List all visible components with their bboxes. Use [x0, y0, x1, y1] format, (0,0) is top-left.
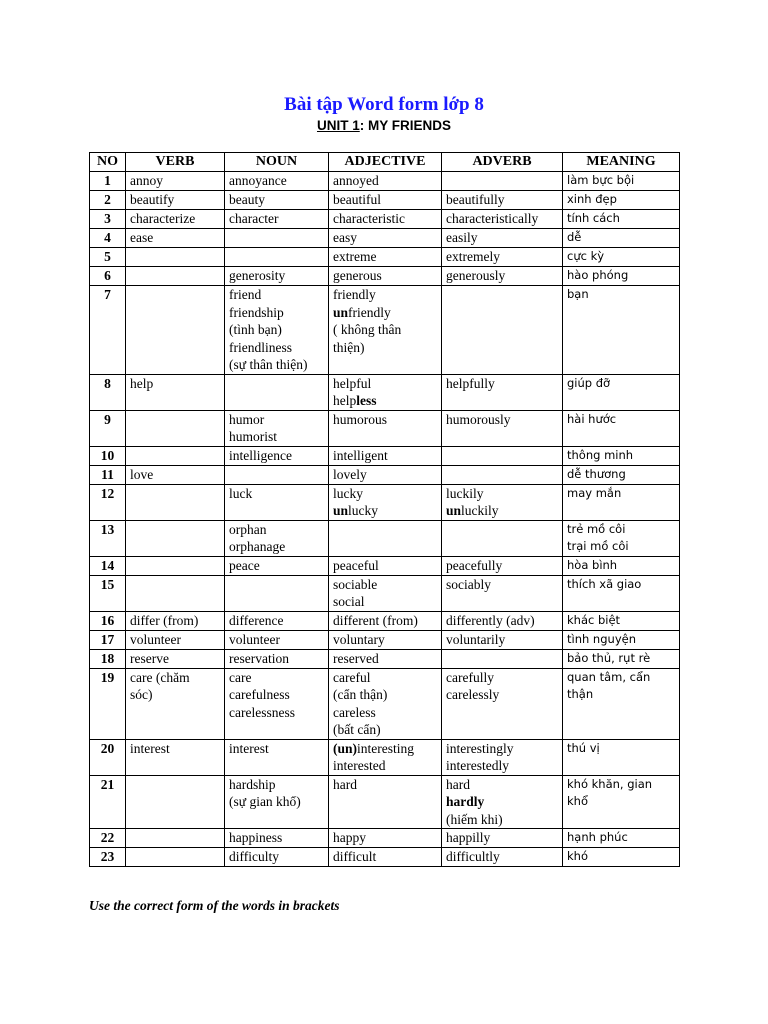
cell-line: unlucky: [333, 503, 379, 518]
meaning-cell: [563, 556, 680, 575]
verb-cell: [126, 484, 225, 520]
table-row: [90, 739, 680, 775]
meaning-cell: [563, 446, 680, 465]
cell-line: difficultly: [446, 849, 500, 864]
meaning-cell: [563, 172, 680, 191]
verb-cell: [126, 520, 225, 556]
table-row: [90, 484, 680, 520]
cell-line: carefully: [446, 669, 494, 685]
cell-line: bảo thủ, rụt rè: [567, 650, 651, 665]
word-form-table: [89, 152, 680, 867]
cell-line: difficulty: [229, 849, 279, 864]
cell-line: thông minh: [567, 447, 634, 462]
cell-line: thú vị: [567, 740, 600, 755]
meaning-cell: [563, 484, 680, 520]
cell-line: khác biệt: [567, 612, 621, 627]
table-row: [90, 520, 680, 556]
row-number: 6: [90, 267, 126, 286]
adjective-cell: [329, 611, 442, 630]
adverb-cell: [442, 739, 563, 775]
adverb-cell: [442, 556, 563, 575]
noun-cell: [225, 446, 329, 465]
table-row: [90, 229, 680, 248]
noun-cell: [225, 248, 329, 267]
cell-line: beauty: [229, 192, 265, 207]
cell-line: thận: [567, 687, 594, 701]
table-row: [90, 172, 680, 191]
adjective-cell: [329, 484, 442, 520]
adverb-cell: [442, 611, 563, 630]
cell-line: happiness: [229, 830, 283, 845]
cell-line: different (from): [333, 612, 418, 628]
adverb-cell: [442, 248, 563, 267]
cell-line: care (chăm: [130, 669, 190, 685]
adjective-cell: [329, 191, 442, 210]
cell-line: humorous: [333, 411, 387, 427]
verb-cell: [126, 649, 225, 668]
cell-line: bạn: [567, 287, 589, 301]
noun-cell: [225, 210, 329, 229]
noun-cell: [225, 575, 329, 611]
adverb-cell: [442, 210, 563, 229]
adjective-cell: [329, 520, 442, 556]
cell-line: happy: [333, 830, 366, 845]
row-number: 8: [90, 374, 126, 410]
noun-cell: [225, 410, 329, 446]
cell-line: (tình bạn): [229, 322, 282, 337]
cell-line: helpful: [333, 375, 372, 391]
table-row: [90, 829, 680, 848]
adjective-cell: [329, 172, 442, 191]
noun-cell: [225, 829, 329, 848]
adjective-cell: [329, 229, 442, 248]
row-number: 20: [90, 739, 126, 775]
cell-line: hài hước: [567, 411, 617, 426]
verb-cell: [126, 191, 225, 210]
cell-line: annoyance: [229, 173, 287, 188]
row-number: 7: [90, 286, 126, 375]
row-number: 18: [90, 649, 126, 668]
noun-cell: [225, 739, 329, 775]
verb-cell: [126, 556, 225, 575]
meaning-cell: [563, 575, 680, 611]
table-row: [90, 630, 680, 649]
cell-line: trẻ mồ côi: [567, 521, 626, 536]
meaning-cell: [563, 465, 680, 484]
row-number: 1: [90, 172, 126, 191]
table-row: [90, 649, 680, 668]
table-row: [90, 191, 680, 210]
cell-line: differently (adv): [446, 612, 535, 628]
cell-line: hardly: [446, 794, 485, 809]
verb-cell: [126, 210, 225, 229]
row-number: 10: [90, 446, 126, 465]
cell-line: quan tâm, cẩn: [567, 669, 651, 684]
cell-line: khó: [567, 849, 588, 863]
cell-line: hào phóng: [567, 268, 629, 282]
meaning-cell: [563, 668, 680, 739]
adjective-cell: [329, 286, 442, 375]
row-number: 21: [90, 775, 126, 829]
row-number: 2: [90, 191, 126, 210]
adverb-cell: [442, 848, 563, 867]
verb-cell: [126, 575, 225, 611]
cell-line: volunteer: [130, 631, 181, 647]
cell-line: happilly: [446, 830, 491, 845]
cell-line: beautifully: [446, 192, 505, 207]
cell-line: easy: [333, 230, 357, 245]
cell-line: trại mồ côi: [567, 539, 629, 553]
cell-line: careless: [333, 704, 376, 720]
noun-cell: [225, 286, 329, 375]
cell-line: help: [130, 375, 154, 391]
cell-line: friendly: [333, 287, 376, 302]
meaning-cell: [563, 267, 680, 286]
cell-line: humorously: [446, 411, 511, 427]
adverb-cell: [442, 229, 563, 248]
verb-cell: [126, 446, 225, 465]
table-row: [90, 848, 680, 867]
unit-subtitle: [0, 118, 768, 133]
row-number: 22: [90, 829, 126, 848]
cell-line: love: [130, 466, 154, 482]
exercise-instruction: Use the correct form of the words in brackets: [89, 898, 340, 913]
cell-line: care: [229, 669, 252, 685]
adjective-cell: [329, 410, 442, 446]
cell-line: dễ thương: [567, 466, 626, 481]
adjective-cell: [329, 248, 442, 267]
table-row: [90, 267, 680, 286]
cell-line: friendship: [229, 304, 284, 320]
cell-line: helpfully: [446, 375, 495, 391]
cell-line: khó khăn, gian: [567, 776, 653, 791]
verb-cell: [126, 829, 225, 848]
meaning-cell: [563, 374, 680, 410]
row-number: 14: [90, 556, 126, 575]
cell-line: careful: [333, 669, 371, 685]
adverb-cell: [442, 410, 563, 446]
verb-cell: [126, 668, 225, 739]
cell-line: sociable: [333, 576, 378, 592]
row-number: 16: [90, 611, 126, 630]
adjective-cell: [329, 556, 442, 575]
row-number: 15: [90, 575, 126, 611]
adverb-cell: [442, 668, 563, 739]
table-row: [90, 775, 680, 829]
adverb-cell: [442, 286, 563, 375]
adjective-cell: [329, 630, 442, 649]
adverb-cell: [442, 191, 563, 210]
cell-line: thiện): [333, 339, 365, 355]
verb-cell: [126, 410, 225, 446]
noun-cell: [225, 267, 329, 286]
cell-line: xinh đẹp: [567, 192, 617, 206]
noun-cell: [225, 848, 329, 867]
cell-line: khổ: [567, 794, 588, 808]
cell-line: reserved: [333, 650, 379, 666]
cell-line: carelessness: [229, 704, 295, 720]
cell-line: reservation: [229, 650, 289, 666]
cell-line: carefulness: [229, 687, 290, 702]
cell-line: beautiful: [333, 192, 381, 207]
verb-cell: [126, 286, 225, 375]
meaning-cell: [563, 286, 680, 375]
header-no: NO: [90, 153, 126, 172]
cell-line: interested: [333, 758, 386, 773]
noun-cell: [225, 649, 329, 668]
cell-line: tình nguyện: [567, 631, 636, 646]
table-row: [90, 286, 680, 375]
table-row: [90, 556, 680, 575]
unit-label: UNIT 1: [316, 118, 360, 133]
meaning-cell: [563, 410, 680, 446]
adverb-cell: [442, 649, 563, 668]
cell-line: cực kỳ: [567, 249, 605, 263]
cell-line: interestedly: [446, 758, 509, 773]
adjective-cell: [329, 775, 442, 829]
verb-cell: [126, 775, 225, 829]
unit-name: : MY FRIENDS: [359, 118, 452, 133]
adjective-cell: [329, 465, 442, 484]
table-row: [90, 465, 680, 484]
table-header-row: [90, 153, 680, 172]
noun-cell: [225, 484, 329, 520]
verb-cell: [126, 630, 225, 649]
cell-line: interest: [229, 740, 269, 756]
cell-line: annoy: [130, 173, 163, 188]
row-number: 4: [90, 229, 126, 248]
cell-line: friendliness: [229, 339, 292, 355]
cell-line: peacefully: [446, 557, 503, 573]
cell-line: carelessly: [446, 687, 500, 702]
cell-line: generosity: [229, 268, 286, 283]
cell-line: friend: [229, 287, 262, 302]
noun-cell: [225, 465, 329, 484]
row-number: 13: [90, 520, 126, 556]
cell-line: (hiếm khi): [446, 811, 503, 827]
cell-line: interest: [130, 740, 170, 756]
cell-line: peaceful: [333, 557, 379, 573]
row-number: 9: [90, 410, 126, 446]
meaning-cell: [563, 775, 680, 829]
table-row: [90, 446, 680, 465]
verb-cell: [126, 172, 225, 191]
cell-line: helpless: [333, 393, 377, 408]
cell-line: characterize: [130, 211, 196, 226]
table-row: [90, 611, 680, 630]
page-title: Bài tập Word form lớp 8: [284, 94, 484, 115]
adverb-cell: [442, 520, 563, 556]
adjective-cell: [329, 829, 442, 848]
row-number: 5: [90, 248, 126, 267]
cell-line: orphanage: [229, 539, 286, 554]
cell-line: character: [229, 211, 279, 226]
noun-cell: [225, 668, 329, 739]
meaning-cell: [563, 611, 680, 630]
cell-line: hardship: [229, 776, 276, 792]
cell-line: (un)interesting: [333, 740, 415, 756]
cell-line: unfriendly: [333, 304, 391, 320]
row-number: 19: [90, 668, 126, 739]
verb-cell: [126, 611, 225, 630]
cell-line: hòa bình: [567, 557, 618, 572]
adjective-cell: [329, 210, 442, 229]
cell-line: (sự thân thiện): [229, 357, 308, 372]
cell-line: giúp đỡ: [567, 375, 611, 390]
header-adverb: ADVERB: [442, 153, 563, 172]
adjective-cell: [329, 848, 442, 867]
cell-line: reserve: [130, 650, 169, 666]
row-number: 3: [90, 210, 126, 229]
verb-cell: [126, 267, 225, 286]
cell-line: annoyed: [333, 173, 379, 188]
cell-line: social: [333, 594, 365, 609]
cell-line: lucky: [333, 485, 363, 501]
meaning-cell: [563, 520, 680, 556]
cell-line: characteristically: [446, 211, 539, 226]
noun-cell: [225, 191, 329, 210]
cell-line: peace: [229, 557, 260, 573]
cell-line: generously: [446, 268, 506, 283]
verb-cell: [126, 465, 225, 484]
noun-cell: [225, 374, 329, 410]
header-noun: NOUN: [225, 153, 329, 172]
header-meaning: MEANING: [563, 153, 680, 172]
table-row: [90, 410, 680, 446]
cell-line: extreme: [333, 249, 377, 264]
cell-line: orphan: [229, 521, 267, 537]
cell-line: lovely: [333, 466, 367, 482]
cell-line: volunteer: [229, 631, 280, 647]
meaning-cell: [563, 739, 680, 775]
adjective-cell: [329, 374, 442, 410]
meaning-cell: [563, 210, 680, 229]
noun-cell: [225, 229, 329, 248]
adverb-cell: [442, 829, 563, 848]
header-adjective: ADJECTIVE: [329, 153, 442, 172]
noun-cell: [225, 611, 329, 630]
adverb-cell: [442, 465, 563, 484]
row-number: 12: [90, 484, 126, 520]
cell-line: difference: [229, 612, 284, 628]
cell-line: ease: [130, 230, 154, 245]
adverb-cell: [442, 484, 563, 520]
cell-line: dễ: [567, 230, 582, 244]
adjective-cell: [329, 575, 442, 611]
cell-line: intelligence: [229, 447, 292, 463]
table-row: [90, 248, 680, 267]
noun-cell: [225, 775, 329, 829]
cell-line: difficult: [333, 849, 377, 864]
adjective-cell: [329, 446, 442, 465]
adverb-cell: [442, 575, 563, 611]
cell-line: voluntary: [333, 631, 385, 647]
cell-line: extremely: [446, 249, 500, 264]
cell-line: (sự gian khổ): [229, 794, 301, 809]
noun-cell: [225, 556, 329, 575]
cell-line: tính cách: [567, 211, 620, 225]
cell-line: characteristic: [333, 211, 405, 226]
verb-cell: [126, 229, 225, 248]
cell-line: luck: [229, 485, 253, 501]
noun-cell: [225, 520, 329, 556]
cell-line: luckily: [446, 485, 484, 501]
adverb-cell: [442, 446, 563, 465]
verb-cell: [126, 374, 225, 410]
row-number: 17: [90, 630, 126, 649]
noun-cell: [225, 172, 329, 191]
cell-line: differ (from): [130, 612, 199, 628]
meaning-cell: [563, 848, 680, 867]
table-row: [90, 575, 680, 611]
meaning-cell: [563, 191, 680, 210]
verb-cell: [126, 248, 225, 267]
adverb-cell: [442, 374, 563, 410]
verb-cell: [126, 739, 225, 775]
cell-line: thích xã giao: [567, 576, 642, 591]
cell-line: interestingly: [446, 740, 514, 756]
cell-line: sociably: [446, 576, 491, 592]
cell-line: beautify: [130, 192, 175, 207]
row-number: 23: [90, 848, 126, 867]
cell-line: ( không thân: [333, 322, 402, 337]
cell-line: voluntarily: [446, 631, 506, 647]
adjective-cell: [329, 267, 442, 286]
cell-line: (cẩn thận): [333, 687, 388, 702]
header-verb: VERB: [126, 153, 225, 172]
adverb-cell: [442, 630, 563, 649]
table-row: [90, 210, 680, 229]
cell-line: humor: [229, 411, 265, 427]
adverb-cell: [442, 267, 563, 286]
cell-line: intelligent: [333, 447, 388, 463]
meaning-cell: [563, 829, 680, 848]
table-row: [90, 374, 680, 410]
verb-cell: [126, 848, 225, 867]
cell-line: humorist: [229, 429, 278, 444]
cell-line: generous: [333, 268, 382, 283]
meaning-cell: [563, 229, 680, 248]
adjective-cell: [329, 739, 442, 775]
cell-line: easily: [446, 230, 478, 245]
adverb-cell: [442, 172, 563, 191]
cell-line: unluckily: [446, 503, 499, 518]
cell-line: hard: [446, 776, 470, 792]
table-body: [90, 172, 680, 867]
cell-line: hạnh phúc: [567, 830, 628, 844]
meaning-cell: [563, 649, 680, 668]
cell-line: sóc): [130, 687, 153, 702]
meaning-cell: [563, 248, 680, 267]
cell-line: may mắn: [567, 485, 622, 500]
noun-cell: [225, 630, 329, 649]
table-row: [90, 668, 680, 739]
cell-line: làm bực bội: [567, 173, 635, 187]
cell-line: (bất cẩn): [333, 722, 381, 737]
cell-line: hard: [333, 776, 357, 792]
meaning-cell: [563, 630, 680, 649]
adverb-cell: [442, 775, 563, 829]
adjective-cell: [329, 668, 442, 739]
row-number: 11: [90, 465, 126, 484]
adjective-cell: [329, 649, 442, 668]
